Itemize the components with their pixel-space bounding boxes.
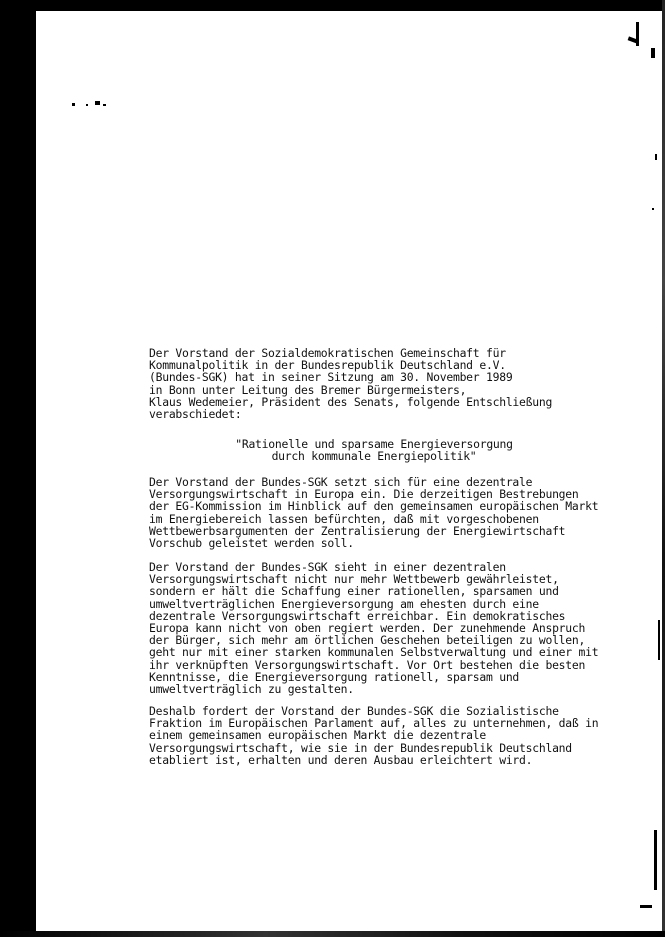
text-line: (Bundes-SGK) hat in seiner Sitzung am 30. November 1989 [149,370,513,385]
text-line: der EG-Kommission im Hinblick auf den gemeinsamen europäischen Markt [149,499,599,514]
text-line: verabschiedet: [149,407,242,422]
text-line: umweltverträglich zu gestalten. [149,682,354,697]
title-line: durch kommunale Energiepolitik" [271,449,477,464]
text-line: umweltverträglichen Energieversorgung am ehesten durch eine [149,596,539,611]
resolution-title [149,438,599,462]
text-line: etabliert ist, erhalten und deren Ausbau erleichtert wird. [149,752,533,767]
text-line: geht nur mit einer starken kommunalen Selbstverwaltung und einer mit [149,645,599,660]
text-line: sondern er hält die Schaffung einer rationellen, sparsamen und [149,584,559,599]
text-line: in Bonn unter Leitung des Bremer Bürgermeisters, [149,382,467,397]
text-line: Der Vorstand der Bundes-SGK sieht in einer dezentralen [149,560,506,574]
paragraph-1 [149,476,599,549]
scan-border-top [0,0,665,11]
text-line: Versorgungswirtschaft nicht nur mehr Wettbewerb gewährleistet, [149,572,559,587]
text-line: im Energiebereich lassen befürchten, daß mit vorgeschobenen [149,511,539,526]
text-line: Fraktion im Europäischen Parlament auf, alles zu unternehmen, daß in [149,716,599,731]
text-line: Deshalb fordert der Vorstand der Bundes-SGK die Sozialistische [149,704,559,718]
paragraph-3 [149,705,599,766]
text-line: Europa kann nicht von oben regiert werden. Der zunehmende Anspruch [149,621,586,636]
title-line: "Rationelle und sparsame Energieversorgung [235,437,513,451]
text-line: Kenntnisse, die Energieversorgung rationell, sparsam und [149,669,520,684]
text-line: Der Vorstand der Sozialdemokratischen Gemeinschaft für [149,346,506,360]
text-line: dezentrale Versorgungswirtschaft erreichbar. Ein demokratisches [149,608,566,623]
text-line: Der Vorstand der Bundes-SGK setzt sich für eine dezentrale [149,475,533,489]
text-line: Klaus Wedemeier, Präsident des Senats, folgende Entschließung [149,394,553,409]
paragraph-2 [149,561,599,695]
text-line: einem gemeinsamen europäischen Markt die dezentrale [149,728,486,743]
text-line: Versorgungswirtschaft in Europa ein. Die derzeitigen Bestrebungen [149,487,579,502]
scan-border-bottom [0,931,665,937]
text-line: Vorschub geleistet werden soll. [149,536,354,551]
text-line: ihr verknüpften Versorgungswirtschaft. Vor Ort bestehen die besten [149,657,586,672]
scan-border-left [0,0,36,937]
text-line: Wettbewerbsargumenten der Zentralisierung der Energiewirtschaft [149,523,566,538]
document-page [36,11,662,931]
intro-paragraph [149,347,599,420]
text-line: der Bürger, sich mehr am örtlichen Geschehen beteiligen zu wollen, [149,633,586,648]
text-line: Kommunalpolitik in der Bundesrepublik Deutschland e.V. [149,358,506,373]
text-line: Versorgungswirtschaft, wie sie in der Bundesrepublik Deutschland [149,740,572,755]
